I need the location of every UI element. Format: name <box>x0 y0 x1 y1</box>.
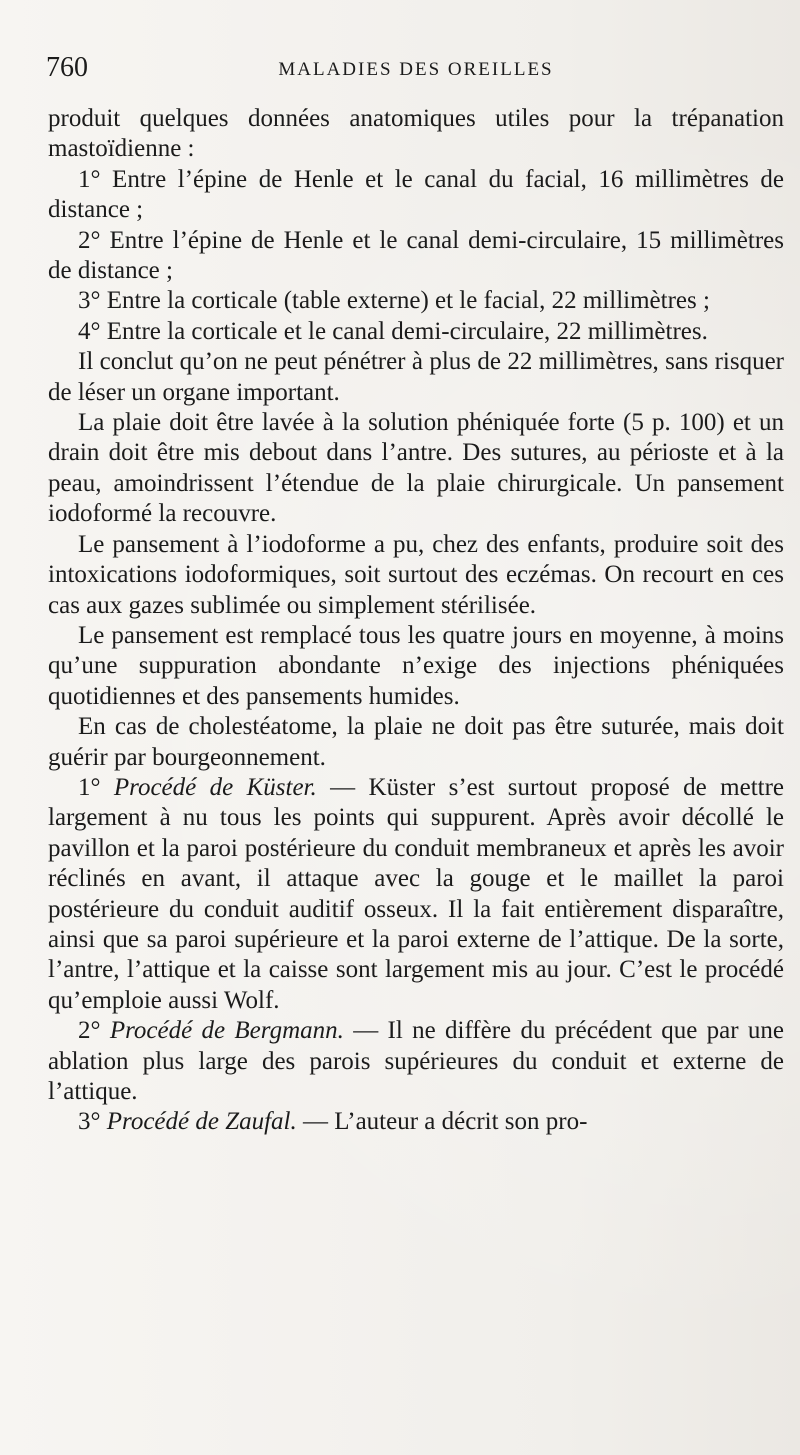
procedure-text: — Küster s’est surtout proposé de mettre largement à nu tous les points qui suppurent. Après avoir décollé le pavillon et la paroi postérieure du conduit membraneux et après les avoir réclinés en avant, il attaque avec la gouge et le maillet la paroi postérieure du conduit auditif osseux. Il la fait entièrement disparaître, ainsi que sa paroi supérieure et la paroi externe de l’attique. De la sorte, l’antre, l’attique et la caisse sont largement mis au jour. C’est le procédé qu’emploie aussi Wolf. <box>48 773 785 1014</box>
procedure-title: Procédé de Bergmann. <box>109 1017 344 1045</box>
procedure-paragraph <box>48 1107 784 1137</box>
procedure-title: Procédé de Küster. <box>113 773 317 801</box>
procedure-number: 3° <box>78 1108 101 1136</box>
page-number: 760 <box>46 52 88 83</box>
procedure-title: Procédé de Zaufal. <box>106 1108 297 1136</box>
running-head: MALADIES DES OREILLES <box>278 59 554 80</box>
procedure-text: — L’auteur a décrit son pro- <box>303 1108 588 1136</box>
procedure-number: 1° <box>78 773 101 801</box>
paragraph: 1° Entre l’épine de Henle et le canal du facial, 16 millimètres de distance ; <box>48 165 784 224</box>
paragraph: Le pansement est remplacé tous les quatre jours en moyenne, à moins qu’une suppuration abondante n’exige des injections phéniquées quotidiennes et des pansements humides. <box>48 621 784 710</box>
paragraph: Il conclut qu’on ne peut pénétrer à plus de 22 millimètres, sans risquer de léser un organe important. <box>48 348 784 406</box>
procedure-paragraph <box>48 1016 784 1107</box>
procedure-paragraph <box>48 773 784 1016</box>
paragraph: En cas de cholestéatome, la plaie ne doit pas être suturée, mais doit guérir par bourgeonnement. <box>48 713 784 771</box>
procedure-text: — Il ne diffère du précédent que par une ablation plus large des parois supérieures du conduit et externe de l’attique. <box>48 1017 784 1105</box>
body-text <box>48 104 784 1138</box>
paragraph: 2° Entre l’épine de Henle et le canal demi-circulaire, 15 millimètres de distance ; <box>48 226 784 285</box>
procedure-number: 2° <box>78 1017 101 1045</box>
paragraph: Le pansement à l’iodoforme a pu, chez des enfants, produire soit des intoxications iodoformiques, soit surtout des eczémas. On recourt en ces cas aux gazes sublimée ou simplement stérilisée. <box>48 530 784 619</box>
page-header <box>46 48 786 88</box>
paragraph: 3° Entre la corticale (table externe) et le facial, 22 millimètres ; <box>78 287 710 315</box>
paragraph: 4° Entre la corticale et le canal demi-circulaire, 22 millimètres. <box>78 317 708 345</box>
paragraph: produit quelques données anatomiques utiles pour la trépanation mastoïdienne : <box>48 105 784 163</box>
paragraph: La plaie doit être lavée à la solution phéniquée forte (5 p. 100) et un drain doit être mis debout dans l’antre. Des sutures, au périoste et à la peau, amoindrissent l’étendue de la plaie chirurgicale. Un pansement iodoformé la recouvre. <box>48 409 784 528</box>
